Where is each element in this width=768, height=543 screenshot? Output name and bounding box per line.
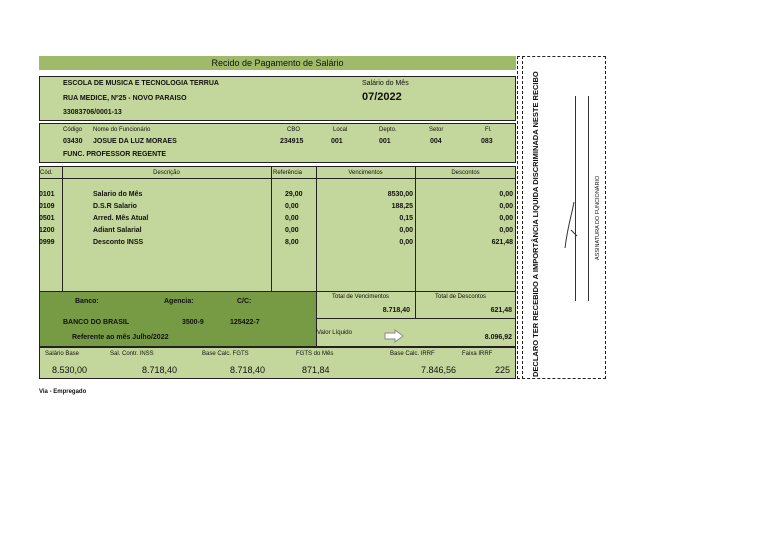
signature-mark	[563, 200, 579, 250]
row-cod: 0109	[39, 203, 55, 210]
arrow-right-icon	[384, 329, 404, 343]
row-descontos: 621,48	[491, 239, 513, 246]
bank-label: Banco:	[75, 298, 99, 305]
row-ref: 0,00	[285, 227, 299, 234]
label-base-fgts: Base Calc. FGTS	[202, 351, 249, 357]
company-name: ESCOLA DE MUSICA E TECNOLOGIA TERRUA	[63, 80, 219, 87]
row-cod: 0999	[39, 239, 55, 246]
table-row	[39, 214, 516, 225]
employee-fl-header: Fl.	[485, 127, 492, 133]
employee-function: FUNC. PROFESSOR REGENTE	[63, 151, 167, 158]
total-venc-label: Total de Vencimentos	[332, 294, 390, 300]
label-contr-inss: Sal. Contr. INSS	[110, 351, 154, 357]
total-desc-value: 621,48	[490, 307, 512, 314]
bank-agencia: 3500-9	[182, 319, 204, 326]
value-faixa-irrf: 225	[495, 365, 511, 375]
label-salario-base: Salário Base	[45, 351, 80, 357]
row-desc: Arred. Mês Atual	[93, 215, 149, 222]
value-base-fgts: 8.718,40	[230, 365, 266, 375]
label-faixa-irrf: Faixa IRRF	[462, 351, 493, 357]
table-row	[39, 226, 516, 237]
employee-code: 03430	[63, 138, 83, 145]
signature-label: ASSINATURA DO FUNCIONÁRIO	[595, 175, 601, 260]
row-cod: 0101	[39, 191, 55, 198]
table-row	[39, 202, 516, 213]
employee-dept-header: Depto.	[379, 127, 397, 133]
value-base-irrf: 7.846,56	[421, 365, 457, 375]
employee-setor: 004	[430, 138, 442, 145]
employee-local: 001	[331, 138, 343, 145]
row-venc: 0,00	[399, 227, 413, 234]
row-cod: 0501	[39, 215, 55, 222]
row-ref: 0,00	[285, 215, 299, 222]
row-desc: Desconto INSS	[93, 239, 144, 246]
row-desc: Salario do Mês	[93, 191, 143, 198]
employee-code-header: Código	[63, 127, 83, 133]
period-label: Salário do Mês	[362, 80, 409, 87]
liquido-label: Valor Líquido	[317, 330, 352, 336]
agencia-label: Agencia:	[164, 298, 194, 305]
employee-name-header: Nome do Funcionário	[93, 127, 151, 133]
bank-cc: 125422-7	[230, 319, 260, 326]
company-cnpj: 33083706/0001-13	[63, 109, 122, 116]
employee-cbo-header: CBO	[287, 127, 301, 133]
col-header-descontos: Descontos	[451, 170, 480, 176]
row-venc: 0,15	[399, 215, 413, 222]
value-salario-base: 8.530,00	[52, 365, 88, 375]
via-label: Via - Empregado	[39, 389, 87, 395]
employee-setor-header: Setor	[429, 127, 444, 133]
col-header-desc: Descrição	[153, 170, 180, 176]
employee-local-header: Local	[333, 127, 348, 133]
total-desc-label: Total de Descontos	[435, 294, 487, 300]
employee-cbo: 234915	[280, 138, 304, 145]
period-value: 07/2022	[362, 91, 402, 103]
employee-name: JOSUE DA LUZ MORAES	[93, 138, 177, 145]
col-header-ref: Referência	[273, 170, 303, 176]
row-ref: 8,00	[285, 239, 299, 246]
bank-name: BANCO DO BRASIL	[63, 319, 130, 326]
row-venc: 8530,00	[387, 191, 413, 198]
row-desc: Adiant Salarial	[93, 227, 142, 234]
employee-dept: 001	[379, 138, 391, 145]
row-ref: 0,00	[285, 203, 299, 210]
liquido-value: 8.096,92	[484, 334, 512, 341]
row-descontos: 0,00	[499, 203, 513, 210]
row-descontos: 0,00	[499, 191, 513, 198]
row-venc: 188,25	[391, 203, 413, 210]
value-fgts-mes: 871,84	[302, 365, 330, 375]
col-header-cod: Cód.	[40, 170, 53, 176]
col-header-venc: Vencimentos	[348, 170, 383, 176]
declaration-strip	[517, 56, 523, 379]
table-row	[39, 238, 516, 249]
row-venc: 0,00	[399, 239, 413, 246]
employee-fl: 083	[481, 138, 493, 145]
row-descontos: 0,00	[499, 227, 513, 234]
receipt-title: Recido de Pagamento de Salário	[211, 58, 344, 68]
bank-referente: Referente ao mês Julho/2022	[72, 334, 169, 341]
declaration-text: DECLARO TER RECEBIDO A IMPORTÂNCIA LIQUIDA DISCRIMINADA NESTE RECIBO	[531, 71, 540, 377]
company-address: RUA MEDICE, Nº25 - NOVO PARAISO	[63, 95, 187, 102]
row-cod: 1200	[39, 227, 55, 234]
label-fgts-mes: FGTS do Mês	[296, 351, 334, 357]
label-base-irrf: Base Calc. IRRF	[390, 351, 435, 357]
cc-label: C/C:	[237, 298, 252, 305]
value-contr-inss: 8.718,40	[142, 365, 178, 375]
total-venc-value: 8.718,40	[382, 307, 410, 314]
row-descontos: 0,00	[499, 215, 513, 222]
row-ref: 29,00	[285, 191, 303, 198]
table-row	[39, 190, 516, 201]
row-desc: D.S.R Salario	[93, 203, 137, 210]
